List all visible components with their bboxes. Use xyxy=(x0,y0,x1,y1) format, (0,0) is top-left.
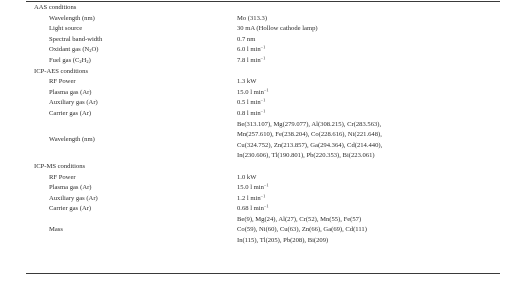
value-line: 1.3 kW xyxy=(237,78,257,86)
table-bottom-rule xyxy=(26,273,500,274)
value-line: 1.2 l $\min^{-1}$ xyxy=(237,193,266,202)
value-line: Mn(257.610), Fe(238.204), Co(228.616), Ni(221.648), xyxy=(237,131,382,139)
table-row xyxy=(26,194,500,205)
parameter-value xyxy=(237,77,500,88)
value-line: 6.0 l $\min^{-1}$ xyxy=(237,44,266,54)
value-line: 0.68 l $\min^{-1}$ xyxy=(237,203,269,213)
parameter-label: Auxiliary gas (Ar) xyxy=(49,194,98,202)
parameter-label: Oxidant gas $(N_2O)$ xyxy=(49,46,99,54)
value-line: Mo (313.3) xyxy=(237,14,268,22)
parameter-label: Wavelength (nm) xyxy=(49,14,95,22)
table-top-rule xyxy=(26,1,500,2)
parameter-label: Fuel gas $(C_2H_2)$ xyxy=(49,56,91,65)
parameter-label: Plasma gas (Ar) xyxy=(49,88,92,96)
value-line: 0.5 l $\min^{-1}$ xyxy=(237,97,266,107)
table-body xyxy=(26,3,500,247)
parameter-label: Carrier gas (Ar) xyxy=(49,109,92,117)
value-line: 15.0 l $\min^{-1}$ xyxy=(237,182,269,192)
value-line: Be(313.107), Mg(279.077), Al(308.215), Cr(283.563), xyxy=(237,120,382,128)
parameter-value xyxy=(237,56,500,67)
value-line: 30 mA (Hollow cathode lamp) xyxy=(237,25,318,33)
parameter-value xyxy=(237,109,500,120)
table-row xyxy=(26,77,500,88)
parameter-value xyxy=(237,98,500,109)
value-line: In(230.606), Tl(190.801), Pb(220.353), Bi(223.061) xyxy=(237,152,375,160)
value-line: 1.0 kW xyxy=(237,173,257,181)
table-row xyxy=(26,14,500,25)
parameter-label: Plasma gas (Ar) xyxy=(49,184,92,192)
parameter-label: Wavelength (nm) xyxy=(49,136,95,144)
table-row xyxy=(26,109,500,120)
parameter-value xyxy=(237,88,500,99)
value-line: Cu(324.752), Zn(213.857), Ga(294.364), Cd(214.440), xyxy=(237,141,383,149)
parameter-value xyxy=(237,194,500,205)
parameter-value xyxy=(237,183,500,194)
table-row xyxy=(26,204,500,215)
value-line: 0.8 l $\min^{-1}$ xyxy=(237,108,266,117)
value-line: 0.7 nm xyxy=(237,35,256,43)
table-row xyxy=(26,45,500,56)
table-row xyxy=(26,35,500,46)
parameter-value xyxy=(237,35,500,46)
value-line: 7.8 l $\min^{-1}$ xyxy=(237,55,266,64)
section-heading-icp-aes-conditions: ICP-AES conditions xyxy=(34,67,89,75)
table-row xyxy=(26,56,500,67)
parameter-label: Light source xyxy=(49,25,83,33)
parameter-value xyxy=(237,215,500,247)
value-line: Co(59), Ni(60), Cu(63), Zn(66), Ga(69), Cd(111) xyxy=(237,226,367,234)
table-row xyxy=(26,120,500,162)
parameter-value xyxy=(237,45,500,56)
parameter-label: Mass xyxy=(49,226,63,234)
parameter-value xyxy=(237,204,500,215)
value-line: 15.0 l $\min^{-1}$ xyxy=(237,87,269,96)
table-row xyxy=(26,98,500,109)
table-row xyxy=(26,183,500,194)
table-row xyxy=(26,173,500,184)
parameter-value xyxy=(237,173,500,184)
parameter-value xyxy=(237,14,500,25)
table-row xyxy=(26,24,500,35)
parameter-label: Spectral band-width xyxy=(49,35,103,43)
table-row xyxy=(26,215,500,247)
table-row xyxy=(26,88,500,99)
parameter-label: RF Power xyxy=(49,173,76,181)
parameter-label: RF Power xyxy=(49,78,76,86)
section-heading-aas-conditions: AAS conditions xyxy=(34,4,77,11)
value-line: Be(9), Mg(24), Al(27), Cr(52), Mn(55), Fe(57) xyxy=(237,215,362,223)
parameter-value xyxy=(237,120,500,162)
value-line: In(115), Tl(205), Pb(208), Bi(209) xyxy=(237,237,329,245)
parameter-label: Auxiliary gas (Ar) xyxy=(49,99,98,107)
parameter-label: Carrier gas (Ar) xyxy=(49,205,92,213)
section-heading-icp-ms-conditions: ICP-MS conditions xyxy=(34,162,86,170)
parameter-value xyxy=(237,24,500,35)
